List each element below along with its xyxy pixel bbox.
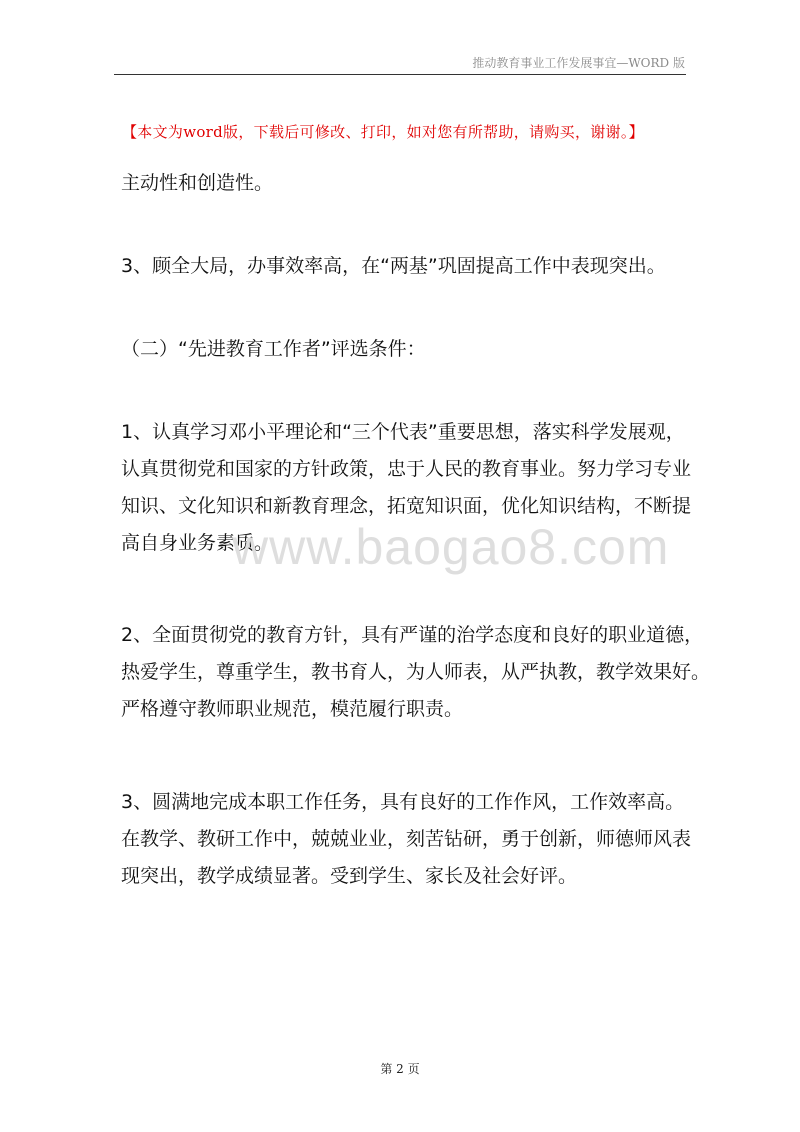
paragraph-line: 2、全面贯彻党的教育方针，具有严谨的治学态度和良好的职业道德， — [121, 624, 704, 646]
paragraph-line: （二）“先进教育工作者”评选条件： — [121, 338, 426, 360]
paragraph-line: 在教学、教研工作中，兢兢业业，刻苦钻研，勇于创新，师德师风表 — [121, 828, 692, 850]
paragraph-line: 1、认真学习邓小平理论和“三个代表”重要思想，落实科学发展观， — [121, 421, 685, 443]
paragraph-line: 主动性和创造性。 — [121, 172, 274, 194]
header-divider — [114, 74, 686, 75]
paragraph-line: 现突出，教学成绩显著。受到学生、家长及社会好评。 — [121, 865, 578, 887]
paragraph-line: 高自身业务素质。 — [121, 532, 274, 554]
header-title: 推动教育事业工作发展事宜—WORD 版 — [472, 56, 685, 70]
watermark: www.baogao8.com — [232, 519, 670, 575]
purchase-notice: 【本文为word版，下载后可修改、打印，如对您有所帮助，请购买，谢谢。】 — [122, 123, 644, 141]
paragraph-line: 热爱学生，尊重学生，教书育人，为人师表，从严执教，教学效果好。 — [121, 661, 711, 683]
paragraph-line: 知识、文化知识和新教育理念，拓宽知识面，优化知识结构，不断提 — [121, 495, 692, 517]
section-heading — [121, 331, 701, 368]
paragraph-criterion-3 — [121, 784, 701, 895]
paragraph-line: 3、圆满地完成本职工作任务，具有良好的工作作风，工作效率高。 — [121, 791, 685, 813]
paragraph-1 — [121, 165, 701, 202]
paragraph-line: 3、顾全大局，办事效率高，在“两基”巩固提高工作中表现突出。 — [121, 255, 666, 277]
page-number: 第 2 页 — [380, 1062, 420, 1076]
paragraph-line: 认真贯彻党和国家的方针政策，忠于人民的教育事业。努力学习专业 — [121, 458, 692, 480]
paragraph-2 — [121, 248, 701, 285]
paragraph-criterion-2 — [121, 617, 711, 728]
paragraph-line: 严格遵守教师职业规范，模范履行职责。 — [121, 698, 464, 720]
paragraph-criterion-1 — [121, 414, 701, 562]
